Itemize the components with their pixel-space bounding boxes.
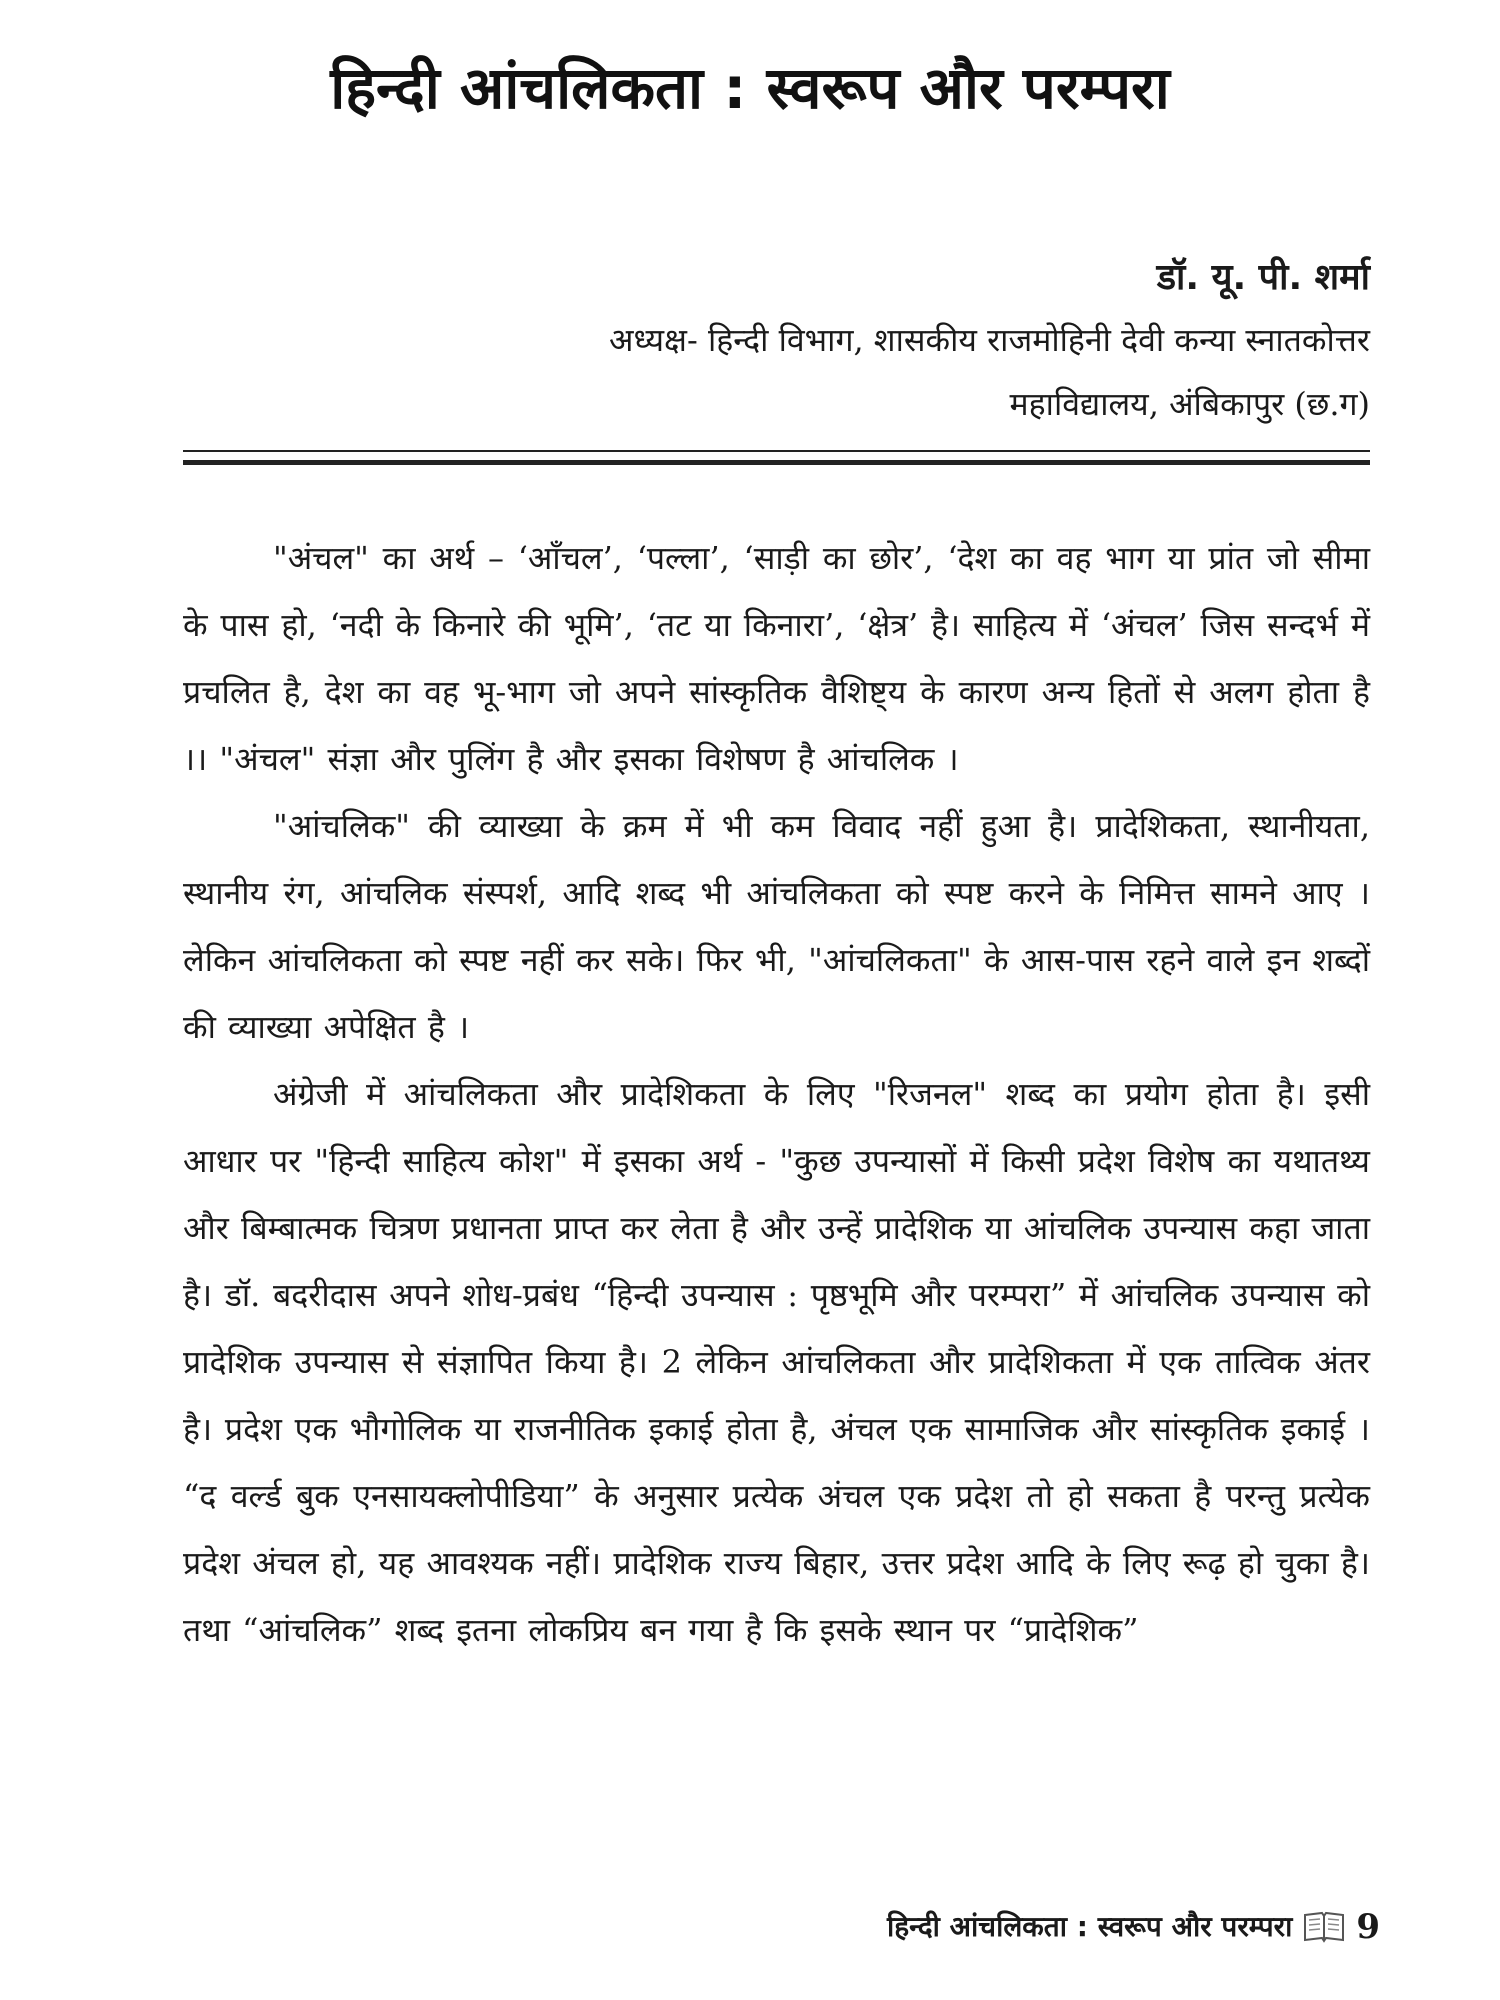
paragraph-3: अंग्रेजी में आंचलिकता और प्रादेशिकता के लिए "रिजनल" शब्द का प्रयोग होता है। इसी आधार पर "हिन्दी साहित्य कोश" में इसका अर्थ - "कुछ उपन्यासों में किसी प्रदेश विशेष का यथातथ्य और बिम्बात्मक चित्रण प्रधानता प्राप्त कर लेता है और उन्हें प्रादेशिक या आंचलिक उपन्यास कहा जाता है। डॉ. बदरीदास अपने शोध-प्रबंध “हिन्दी उपन्यास : पृष्ठभूमि और परम्परा” में आंचलिक उपन्यास को प्रादेशिक उपन्यास से संज्ञापित किया है। 2 लेकिन आंचलिकता और प्रादेशिकता में एक तात्विक अंतर है। प्रदेश एक भौगोलिक या राजनीतिक इकाई होता है, अंचल एक सामाजिक और सांस्कृतिक इकाई । “द वर्ल्ड बुक एनसायक्लोपीडिया” के अनुसार प्रत्येक अंचल एक प्रदेश तो हो सकता है परन्तु प्रत्येक प्रदेश अंचल हो, यह आवश्यक नहीं। प्रादेशिक राज्य बिहार, उत्तर प्रदेश आदि के लिए रूढ़ हो चुका है। तथा “आंचलिक” शब्द इतना लोकप्रिय बन गया है कि इसके स्थान पर “प्रादेशिक” (183, 1075, 1370, 1649)
header-divider-thin (183, 450, 1370, 452)
page-title: हिन्दी आंचलिकता : स्वरूप और परम्परा (330, 54, 1170, 122)
paragraph-2: "आंचलिक" की व्याख्या के क्रम में भी कम विवाद नहीं हुआ है। प्रादेशिकता, स्थानीयता, स्थानीय रंग, आंचलिक संस्पर्श, आदि शब्द भी आंचलिकता को स्पष्ट करने के निमित्त सामने आए । लेकिन आंचलिकता को स्पष्ट नहीं कर सके। फिर भी, "आंचलिकता" के आस-पास रहने वाले इन शब्दों की व्याख्या अपेक्षित है । (183, 807, 1370, 1046)
author-name: डॉ. यू. पी. शर्मा (1156, 257, 1370, 298)
page-number: 9 (1356, 1907, 1380, 1947)
header-divider-thick (183, 460, 1370, 465)
author-affiliation-line-2: महाविद्यालय, अंबिकापुर (छ.ग) (1009, 385, 1370, 423)
page-footer (887, 1905, 1380, 1949)
paragraph-1: "अंचल" का अर्थ – ‘आँचल’, ‘पल्ला’, ‘साड़ी का छोर’, ‘देश का वह भाग या प्रांत जो सीमा के पास हो, ‘नदी के किनारे की भूमि’, ‘तट या किनारा’, ‘क्षेत्र’ है। साहित्य में ‘अंचल’ जिस सन्दर्भ में प्रचलित है, देश का वह भू-भाग जो अपने सांस्कृतिक वैशिष्ट्य के कारण अन्य हितों से अलग होता है ।। "अंचल" संज्ञा और पुलिंग है और इसका विशेषण है आंचलिक । (183, 539, 1370, 778)
footer-running-title: हिन्दी आंचलिकता : स्वरूप और परम्परा (887, 1910, 1293, 1943)
article-body (183, 525, 1370, 1664)
book-icon (1302, 1910, 1346, 1944)
author-affiliation-line-1: अध्यक्ष- हिन्दी विभाग, शासकीय राजमोहिनी देवी कन्या स्नातकोत्तर (609, 321, 1370, 359)
author-block (250, 248, 1370, 436)
